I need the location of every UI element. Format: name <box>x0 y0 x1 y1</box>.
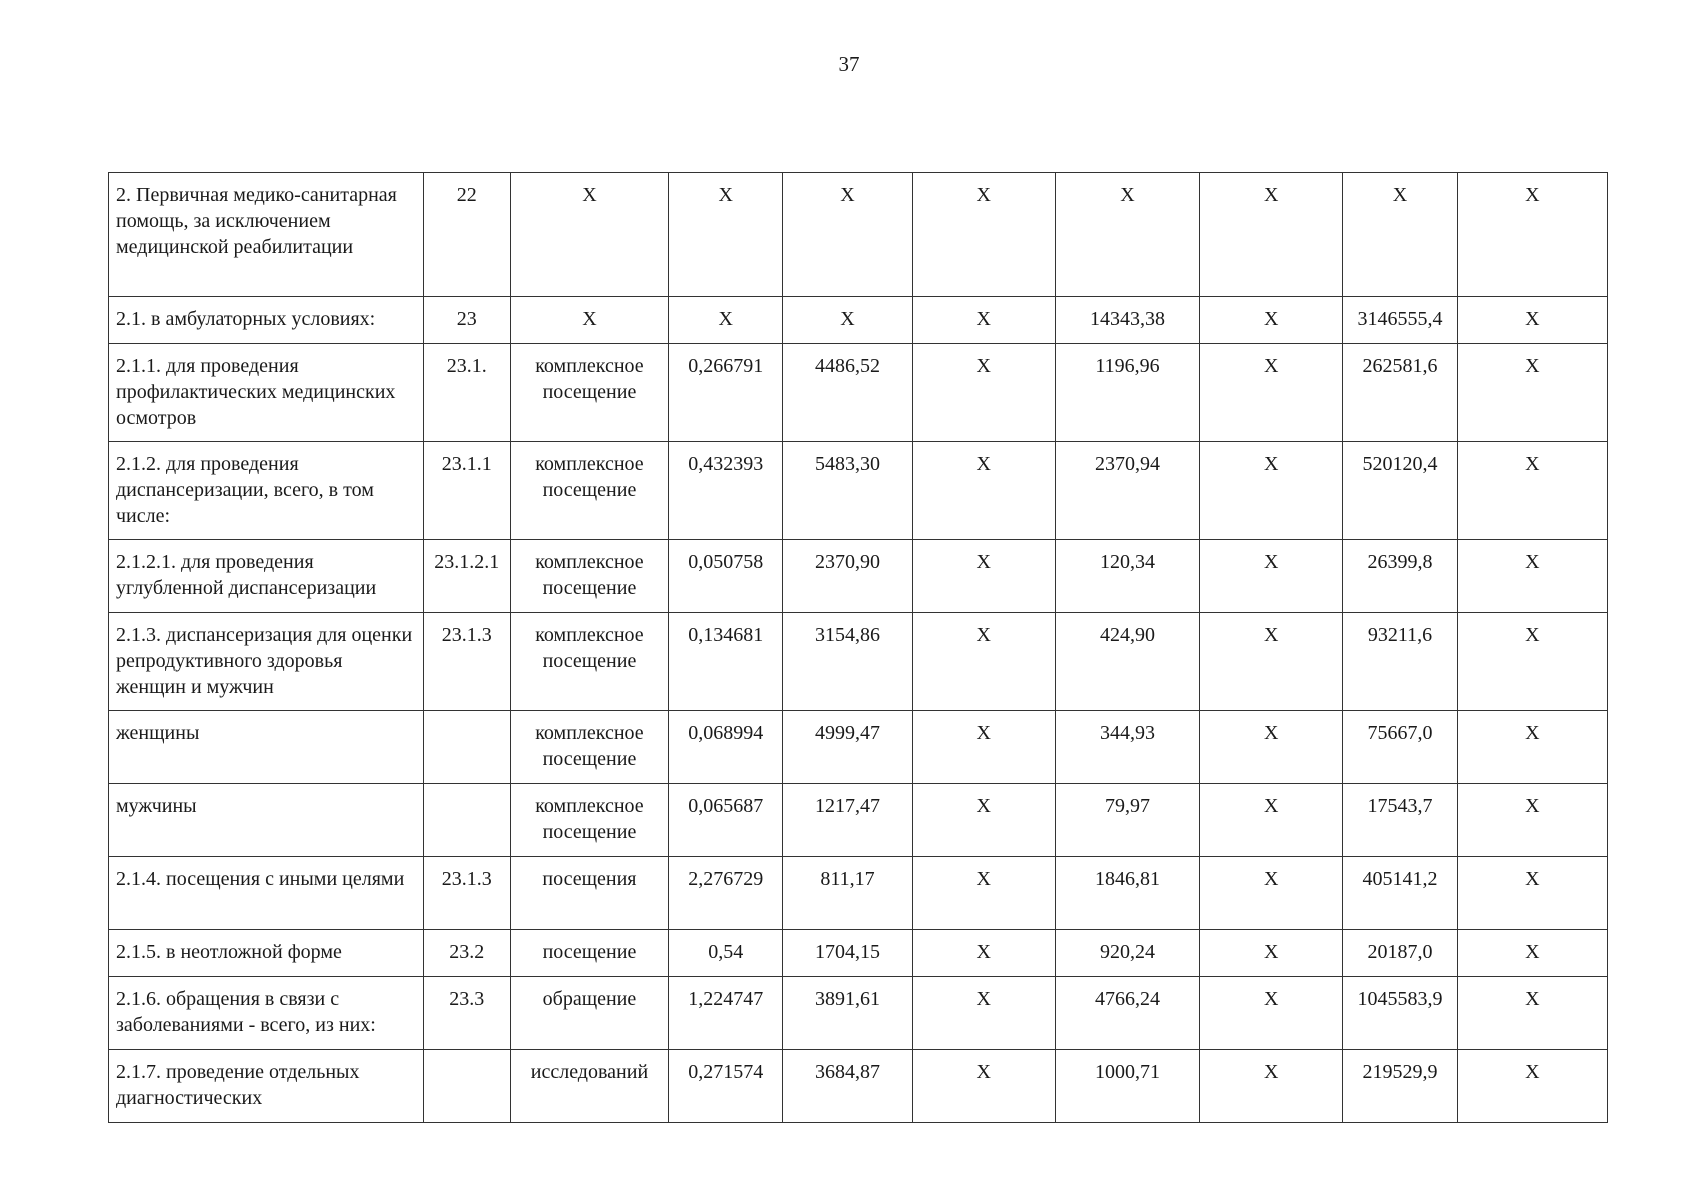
row-number: 23.2 <box>423 930 510 977</box>
value-cell: 1704,15 <box>783 930 912 977</box>
value-cell: X <box>912 711 1055 784</box>
value-cell: X <box>669 297 783 344</box>
value-cell: X <box>912 977 1055 1050</box>
value-cell: X <box>1200 540 1343 613</box>
unit-of-measure: комплексное посещение <box>510 540 668 613</box>
value-cell: X <box>912 540 1055 613</box>
unit-of-measure: исследований <box>510 1050 668 1123</box>
value-cell: 75667,0 <box>1343 711 1457 784</box>
row-number <box>423 784 510 857</box>
value-cell: 3684,87 <box>783 1050 912 1123</box>
table-row <box>109 613 1608 711</box>
value-cell: X <box>912 930 1055 977</box>
unit-of-measure: комплексное посещение <box>510 784 668 857</box>
table-row <box>109 540 1608 613</box>
row-label: 2.1.6. обращения в связи с заболеваниями - всего, из них: <box>109 977 424 1050</box>
value-cell: 920,24 <box>1055 930 1199 977</box>
unit-of-measure: комплексное посещение <box>510 344 668 442</box>
value-cell: 1,224747 <box>669 977 783 1050</box>
value-cell: X <box>1200 613 1343 711</box>
value-cell: X <box>1457 711 1607 784</box>
table-row <box>109 930 1608 977</box>
unit-of-measure: X <box>510 297 668 344</box>
value-cell: X <box>912 1050 1055 1123</box>
value-cell: 2,276729 <box>669 857 783 930</box>
page-number: 37 <box>838 52 860 76</box>
value-cell: X <box>1457 1050 1607 1123</box>
unit-of-measure: комплексное посещение <box>510 711 668 784</box>
table-row <box>109 784 1608 857</box>
value-cell: 0,050758 <box>669 540 783 613</box>
value-cell: 3154,86 <box>783 613 912 711</box>
value-cell: X <box>1200 784 1343 857</box>
value-cell: X <box>1457 173 1607 297</box>
row-number: 23.1.3 <box>423 613 510 711</box>
table-row <box>109 1050 1608 1123</box>
unit-of-measure: посещение <box>510 930 668 977</box>
value-cell: 79,97 <box>1055 784 1199 857</box>
value-cell: X <box>912 613 1055 711</box>
value-cell: 1045583,9 <box>1343 977 1457 1050</box>
value-cell: 4486,52 <box>783 344 912 442</box>
value-cell: 0,432393 <box>669 442 783 540</box>
value-cell: 4999,47 <box>783 711 912 784</box>
value-cell: 1846,81 <box>1055 857 1199 930</box>
value-cell: X <box>1200 977 1343 1050</box>
table-body <box>109 173 1608 1123</box>
table-row <box>109 857 1608 930</box>
value-cell: X <box>1457 857 1607 930</box>
row-label: 2.1.5. в неотложной форме <box>109 930 424 977</box>
value-cell: X <box>1457 442 1607 540</box>
value-cell: X <box>1200 1050 1343 1123</box>
value-cell: X <box>1200 344 1343 442</box>
value-cell: X <box>1055 173 1199 297</box>
value-cell: 17543,7 <box>1343 784 1457 857</box>
value-cell: 14343,38 <box>1055 297 1199 344</box>
value-cell: X <box>783 173 912 297</box>
value-cell: X <box>1457 344 1607 442</box>
row-number: 23.1.3 <box>423 857 510 930</box>
value-cell: X <box>912 173 1055 297</box>
value-cell: 0,134681 <box>669 613 783 711</box>
unit-of-measure: комплексное посещение <box>510 442 668 540</box>
value-cell: X <box>783 297 912 344</box>
row-label: 2.1.2. для проведения диспансеризации, всего, в том числе: <box>109 442 424 540</box>
row-label: 2.1.3. диспансеризация для оценки репродуктивного здоровья женщин и мужчин <box>109 613 424 711</box>
value-cell: X <box>1457 540 1607 613</box>
row-number: 23.1. <box>423 344 510 442</box>
value-cell: 2370,90 <box>783 540 912 613</box>
value-cell: X <box>1457 297 1607 344</box>
row-label: 2.1.1. для проведения профилактических медицинских осмотров <box>109 344 424 442</box>
value-cell: X <box>912 857 1055 930</box>
value-cell: 3146555,4 <box>1343 297 1457 344</box>
value-cell: X <box>912 297 1055 344</box>
value-cell: X <box>1457 613 1607 711</box>
value-cell: X <box>669 173 783 297</box>
table-row <box>109 297 1608 344</box>
row-label: 2. Первичная медико-санитарная помощь, за исключением медицинской реабилитации <box>109 173 424 297</box>
value-cell: X <box>1457 930 1607 977</box>
table-row <box>109 442 1608 540</box>
row-label: 2.1. в амбулаторных условиях: <box>109 297 424 344</box>
row-number: 23.3 <box>423 977 510 1050</box>
row-number: 23 <box>423 297 510 344</box>
value-cell: X <box>1200 711 1343 784</box>
row-label: женщины <box>109 711 424 784</box>
value-cell: X <box>912 344 1055 442</box>
value-cell: 26399,8 <box>1343 540 1457 613</box>
unit-of-measure: комплексное посещение <box>510 613 668 711</box>
value-cell: 0,271574 <box>669 1050 783 1123</box>
value-cell: 1000,71 <box>1055 1050 1199 1123</box>
unit-of-measure: X <box>510 173 668 297</box>
value-cell: 1217,47 <box>783 784 912 857</box>
row-label: 2.1.4. посещения с иными целями <box>109 857 424 930</box>
value-cell: 0,068994 <box>669 711 783 784</box>
value-cell: 93211,6 <box>1343 613 1457 711</box>
value-cell: 0,266791 <box>669 344 783 442</box>
data-table <box>108 172 1608 1123</box>
value-cell: 1196,96 <box>1055 344 1199 442</box>
value-cell: 120,34 <box>1055 540 1199 613</box>
value-cell: 520120,4 <box>1343 442 1457 540</box>
value-cell: X <box>1200 930 1343 977</box>
value-cell: 262581,6 <box>1343 344 1457 442</box>
value-cell: 2370,94 <box>1055 442 1199 540</box>
value-cell: 0,065687 <box>669 784 783 857</box>
value-cell: 20187,0 <box>1343 930 1457 977</box>
value-cell: 5483,30 <box>783 442 912 540</box>
value-cell: 0,54 <box>669 930 783 977</box>
value-cell: 344,93 <box>1055 711 1199 784</box>
table-row <box>109 173 1608 297</box>
value-cell: X <box>1343 173 1457 297</box>
value-cell: X <box>1457 784 1607 857</box>
value-cell: 424,90 <box>1055 613 1199 711</box>
table-row <box>109 977 1608 1050</box>
row-number: 22 <box>423 173 510 297</box>
unit-of-measure: посещения <box>510 857 668 930</box>
row-label: 2.1.7. проведение отдельных диагностических <box>109 1050 424 1123</box>
unit-of-measure: обращение <box>510 977 668 1050</box>
table-row <box>109 711 1608 784</box>
row-number <box>423 1050 510 1123</box>
row-number: 23.1.1 <box>423 442 510 540</box>
value-cell: X <box>912 784 1055 857</box>
value-cell: X <box>1200 297 1343 344</box>
value-cell: X <box>1200 442 1343 540</box>
value-cell: X <box>1457 977 1607 1050</box>
value-cell: 3891,61 <box>783 977 912 1050</box>
value-cell: 811,17 <box>783 857 912 930</box>
row-number: 23.1.2.1 <box>423 540 510 613</box>
value-cell: 219529,9 <box>1343 1050 1457 1123</box>
row-label: 2.1.2.1. для проведения углубленной диспансеризации <box>109 540 424 613</box>
value-cell: X <box>912 442 1055 540</box>
value-cell: 405141,2 <box>1343 857 1457 930</box>
row-number <box>423 711 510 784</box>
value-cell: 4766,24 <box>1055 977 1199 1050</box>
row-label: мужчины <box>109 784 424 857</box>
table-row <box>109 344 1608 442</box>
value-cell: X <box>1200 857 1343 930</box>
value-cell: X <box>1200 173 1343 297</box>
